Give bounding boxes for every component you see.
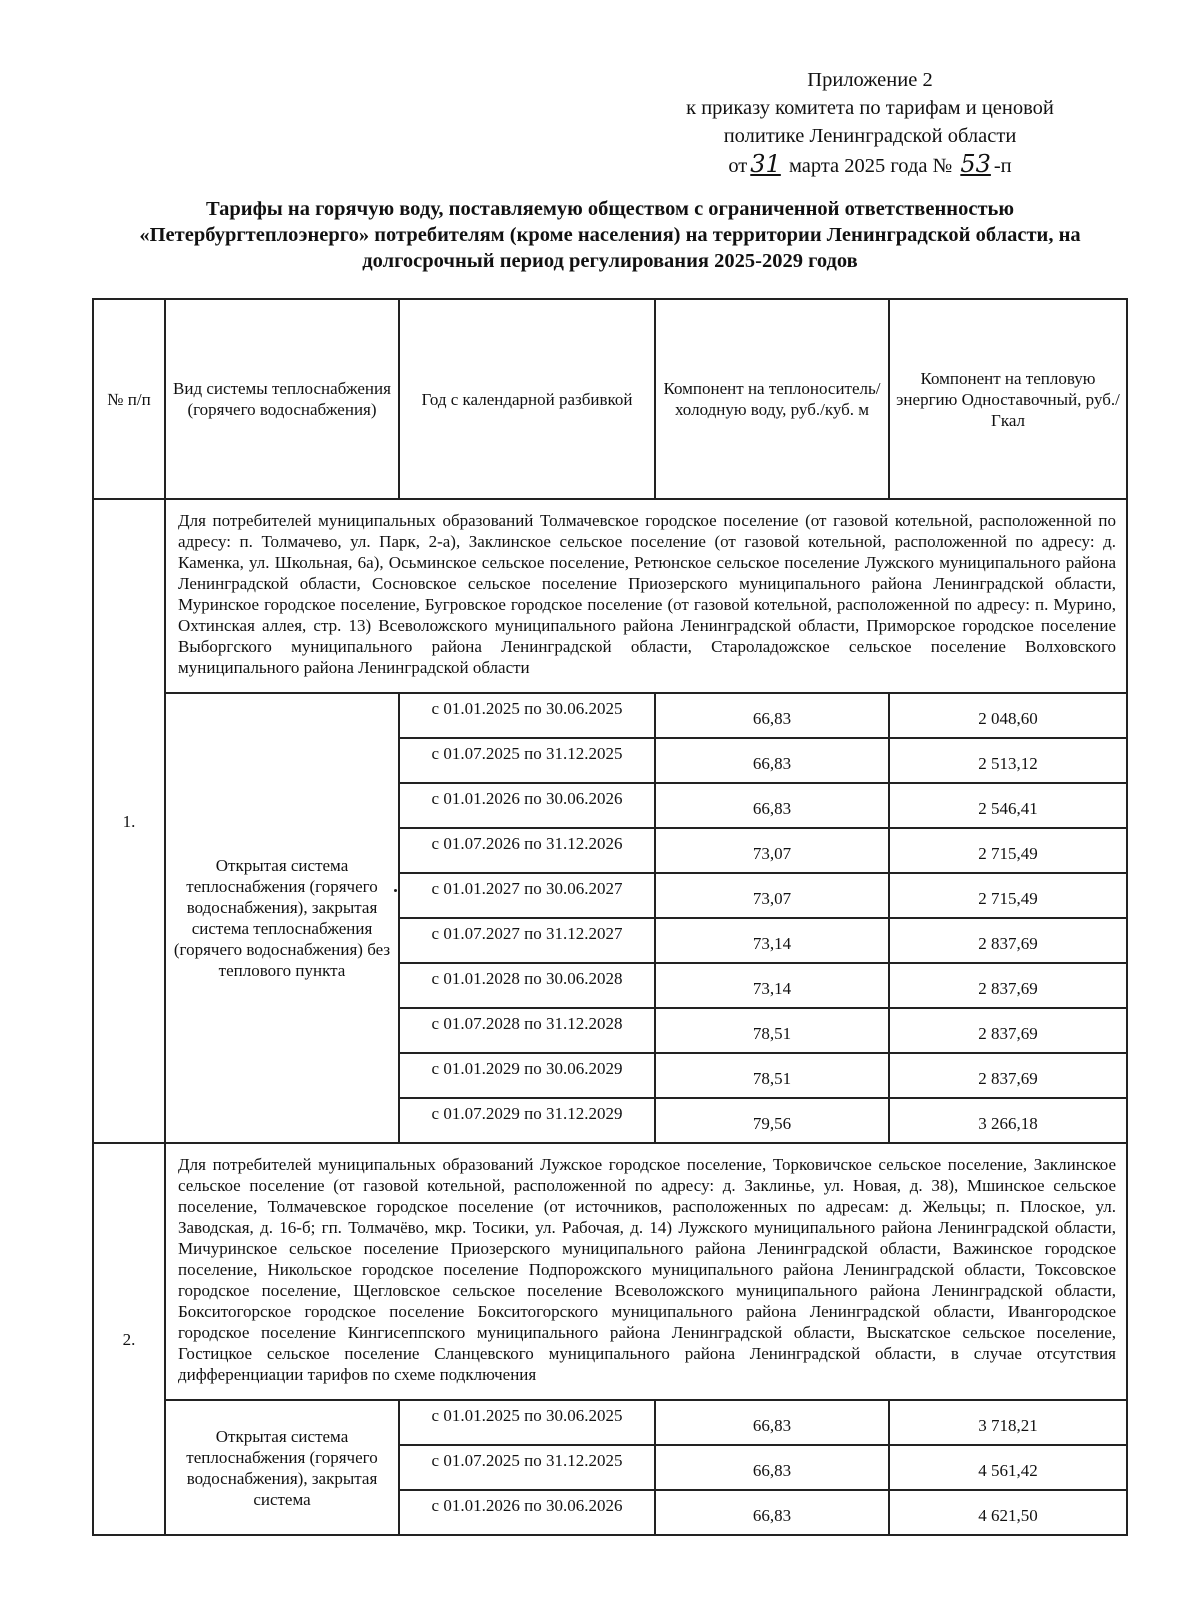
coolant-value-cell: 73,07 <box>655 828 889 873</box>
energy-value-cell: 4 621,50 <box>889 1490 1127 1535</box>
section-number: 2. <box>93 1143 165 1535</box>
period-cell: с 01.01.2025 по 30.06.2025 <box>399 693 655 738</box>
date-prefix: от <box>728 155 748 177</box>
coolant-value-cell: 66,83 <box>655 1490 889 1535</box>
section-number: 1. <box>93 499 165 1143</box>
coolant-value-cell: 66,83 <box>655 693 889 738</box>
table-body <box>93 499 1127 1535</box>
header-year: Год с календарной разбивкой <box>399 299 655 499</box>
coolant-value-cell: 73,14 <box>655 918 889 963</box>
appendix-date-line <box>640 150 1100 180</box>
energy-value-cell: 2 715,49 <box>889 828 1127 873</box>
document-title: Тарифы на горячую воду, поставляемую обществом с ограниченной ответственностью «Петербургтеплоэнерго» потребителям (кроме населения) на территории Ленинградской области, на долгосрочный период регулирования 2025-2029 годов <box>139 198 1081 272</box>
table-header-row <box>93 299 1127 499</box>
coolant-value-cell: 66,83 <box>655 1445 889 1490</box>
tariff-table <box>92 298 1128 1536</box>
energy-value-cell: 2 715,49 <box>889 873 1127 918</box>
energy-value-cell: 3 266,18 <box>889 1098 1127 1143</box>
energy-value-cell: 4 561,42 <box>889 1445 1127 1490</box>
appendix-committee-line: политике Ленинградской области <box>723 125 1017 147</box>
period-cell: с 01.01.2026 по 30.06.2026 <box>399 783 655 828</box>
energy-value-cell: 2 048,60 <box>889 693 1127 738</box>
scan-dot <box>394 889 397 892</box>
coolant-value-cell: 73,14 <box>655 963 889 1008</box>
order-suffix: -п <box>993 155 1012 177</box>
header-coolant: Компонент на теплоноситель/холодную воду, руб./куб. м <box>655 299 889 499</box>
period-cell: с 01.07.2029 по 31.12.2029 <box>399 1098 655 1143</box>
table-row <box>93 693 1127 738</box>
coolant-value-cell: 73,07 <box>655 873 889 918</box>
section-description-row <box>93 1143 1127 1400</box>
appendix-title: Приложение 2 <box>807 69 933 91</box>
appendix-block <box>640 66 1100 180</box>
period-cell: с 01.01.2028 по 30.06.2028 <box>399 963 655 1008</box>
energy-value-cell: 3 718,21 <box>889 1400 1127 1445</box>
energy-value-cell: 2 513,12 <box>889 738 1127 783</box>
period-cell: с 01.01.2029 по 30.06.2029 <box>399 1053 655 1098</box>
energy-value-cell: 2 837,69 <box>889 1053 1127 1098</box>
period-cell: с 01.07.2025 по 31.12.2025 <box>399 1445 655 1490</box>
energy-value-cell: 2 837,69 <box>889 918 1127 963</box>
energy-value-cell: 2 837,69 <box>889 1008 1127 1053</box>
table-row <box>93 1400 1127 1445</box>
coolant-value-cell: 66,83 <box>655 783 889 828</box>
handwritten-order-number: 53 <box>960 150 991 178</box>
appendix-order-line: к приказу комитета по тарифам и ценовой <box>686 97 1054 119</box>
coolant-value-cell: 66,83 <box>655 1400 889 1445</box>
period-cell: с 01.07.2026 по 31.12.2026 <box>399 828 655 873</box>
section-description-row <box>93 499 1127 693</box>
date-rest: марта 2025 года № <box>783 155 958 177</box>
energy-value-cell: 2 546,41 <box>889 783 1127 828</box>
coolant-value-cell: 78,51 <box>655 1008 889 1053</box>
header-energy: Компонент на тепловую энергию Одноставочный, руб./Гкал <box>889 299 1127 499</box>
period-cell: с 01.01.2026 по 30.06.2026 <box>399 1490 655 1535</box>
period-cell: с 01.07.2028 по 31.12.2028 <box>399 1008 655 1053</box>
period-cell: с 01.07.2025 по 31.12.2025 <box>399 738 655 783</box>
system-type-cell: Открытая система теплоснабжения (горячего водоснабжения), закрытая система <box>165 1400 399 1535</box>
system-type-cell: Открытая система теплоснабжения (горячего водоснабжения), закрытая система теплоснабжения (горячего водоснабжения) без теплового пункта <box>165 693 399 1143</box>
coolant-value-cell: 79,56 <box>655 1098 889 1143</box>
section-description: Для потребителей муниципальных образований Толмачевское городское поселение (от газовой котельной, расположенной по адресу: п. Толмачево, ул. Парк, 2-а), Заклинское сельское поселение (от газовой котельной, расположенной по адресу: д. Каменка, ул. Школьная, 6а), Осьминское сельское поселение, Ретюнское сельское поселение Лужского муниципального района Ленинградской области, Сосновское сельское поселение Приозерского муниципального района Ленинградской области, Муринское городское поселение, Бугровское городское поселение (от газовой котельной, расположенной по адресу: п. Мурино, Охтинская аллея, стр. 13) Всеволожского муниципального района Ленинградской области, Приморское городское поселение Выборгского муниципального района Ленинградской области, Староладожское сельское поселение Волховского муниципального района Ленинградской области <box>165 499 1127 693</box>
period-cell: с 01.01.2027 по 30.06.2027 <box>399 873 655 918</box>
period-cell: с 01.07.2027 по 31.12.2027 <box>399 918 655 963</box>
section-description: Для потребителей муниципальных образований Лужское городское поселение, Торковичское сельское поселение, Заклинское сельское поселение (от газовой котельной, расположенной по адресу: д. Заклинье, ул. Новая, д. 38), Мшинское сельское поселение, Толмачевское городское поселение (от источников, расположенных по адресам: д. Жельцы; п. Плоское, ул. Заводская, д. 16-б; гп. Толмачёво, мкр. Тосики, ул. Рабочая, д. 14) Лужского муниципального района Ленинградской области, Мичуринское сельское поселение Приозерского муниципального района Ленинградской области, Важинское городское поселение, Никольское городское поселение Подпорожского муниципального района Ленинградской области, Токсовское городское поселение, Щегловское сельское поселение Всеволожского муниципального района Ленинградской области, Бокситогорское городское поселение Бокситогорского муниципального района Ленинградской области, Ивангородское городское поселение Кингисеппского муниципального района Ленинградской области, Выскатское сельское поселение, Гостицкое сельское поселение Сланцевского муниципального района Ленинградской области, в случае отсутствия дифференциации тарифов по схеме подключения <box>165 1143 1127 1400</box>
header-num: № п/п <box>93 299 165 499</box>
period-cell: с 01.01.2025 по 30.06.2025 <box>399 1400 655 1445</box>
coolant-value-cell: 78,51 <box>655 1053 889 1098</box>
handwritten-day: 31 <box>750 150 781 178</box>
energy-value-cell: 2 837,69 <box>889 963 1127 1008</box>
header-system: Вид системы теплоснабжения (горячего водоснабжения) <box>165 299 399 499</box>
coolant-value-cell: 66,83 <box>655 738 889 783</box>
